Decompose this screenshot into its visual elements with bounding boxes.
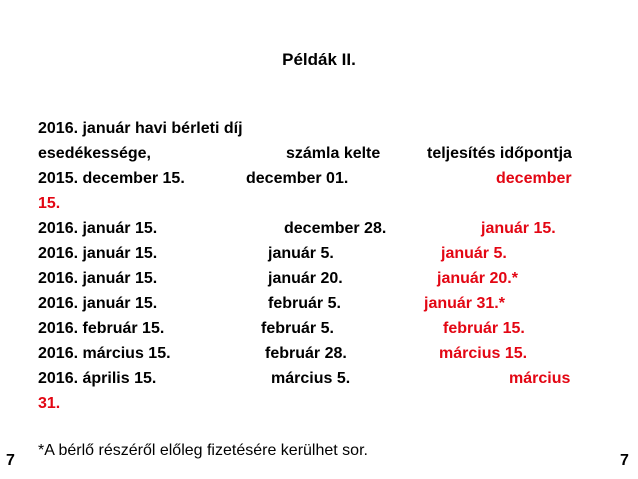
row-performance-wrap: 31.	[38, 395, 61, 412]
row-invoice: december 01.	[246, 170, 349, 187]
page-number-right: 7	[620, 452, 629, 469]
header-line-1: 2016. január havi bérleti díj	[38, 120, 243, 137]
row-due: 2015. december 15.	[38, 170, 185, 187]
header-col-invoice: számla kelte	[286, 145, 381, 162]
row-invoice: február 5.	[268, 295, 341, 312]
row-due: 2016. január 15.	[38, 220, 158, 237]
row-due: 2016. március 15.	[38, 345, 171, 362]
slide-title: Példák II.	[282, 50, 356, 69]
header-col-due: esedékessége,	[38, 145, 151, 162]
row-due: 2016. február 15.	[38, 320, 165, 337]
header-col-performance: teljesítés időpontja	[427, 145, 572, 162]
row-due: 2016. január 15.	[38, 295, 158, 312]
row-invoice: január 20.	[268, 270, 343, 287]
footnote: *A bérlő részéről előleg fizetésére kerülhet sor.	[38, 442, 368, 459]
row-invoice: december 28.	[284, 220, 387, 237]
row-performance: december	[496, 170, 572, 187]
row-due: 2016. január 15.	[38, 245, 158, 262]
row-invoice: február 28.	[265, 345, 347, 362]
row-invoice: február 5.	[261, 320, 334, 337]
row-performance: január 31.*	[424, 295, 505, 312]
row-performance: január 5.	[441, 245, 507, 262]
row-performance-wrap: 15.	[38, 195, 61, 212]
row-performance: március 15.	[439, 345, 528, 362]
row-performance: január 20.*	[437, 270, 518, 287]
row-performance: január 15.	[481, 220, 556, 237]
row-performance: március	[509, 370, 571, 387]
page-number-left: 7	[6, 452, 15, 469]
row-due: 2016. január 15.	[38, 270, 158, 287]
row-invoice: január 5.	[268, 245, 334, 262]
row-due: 2016. április 15.	[38, 370, 157, 387]
row-performance: február 15.	[443, 320, 525, 337]
row-invoice: március 5.	[271, 370, 351, 387]
